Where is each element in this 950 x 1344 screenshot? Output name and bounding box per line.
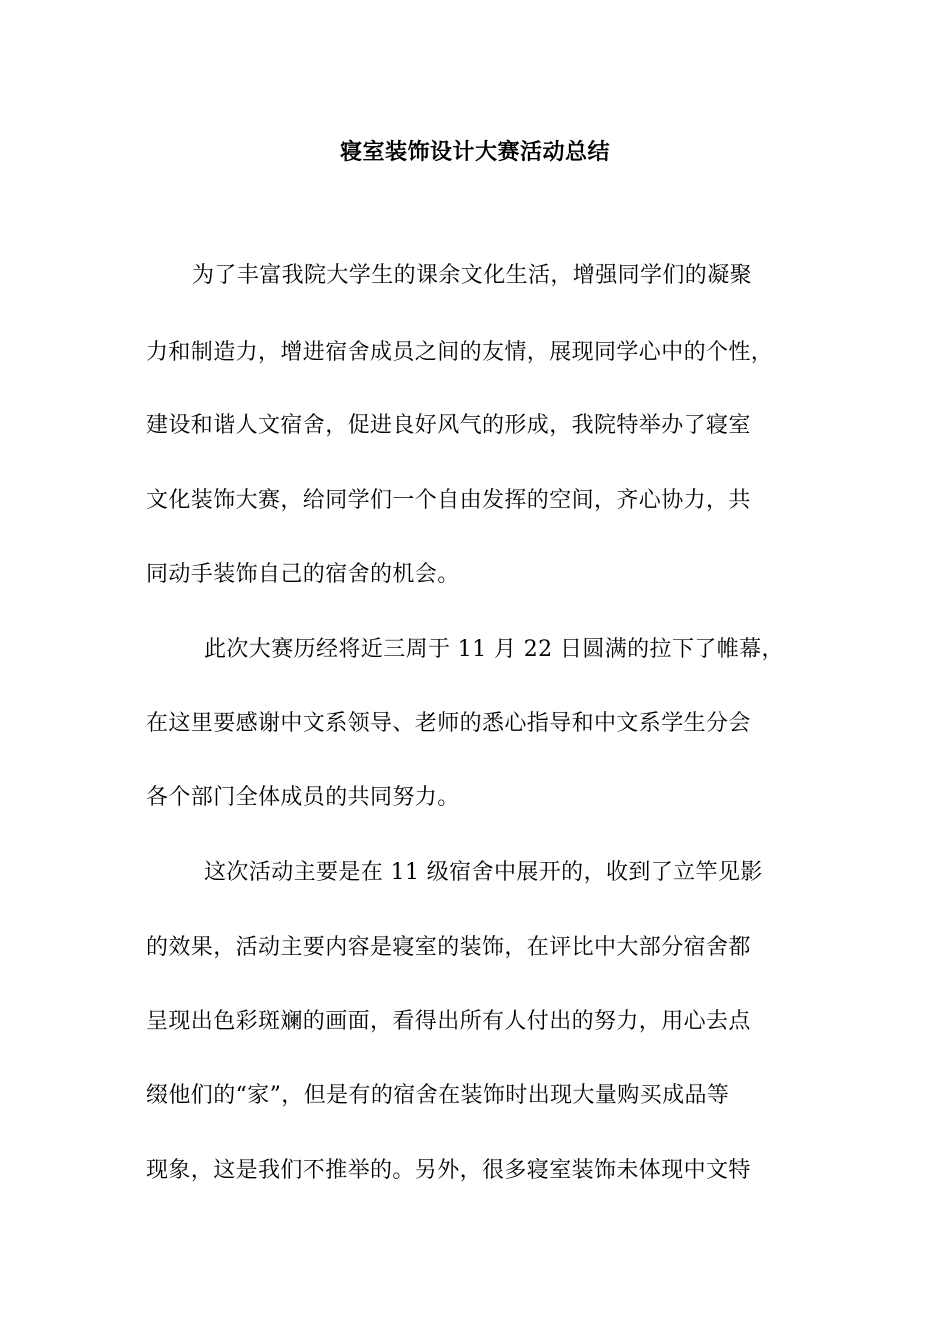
paragraph-1-line-1: 为了丰富我院大学生的课余文化生活，增强同学们的凝聚 — [192, 263, 753, 288]
paragraph-1-line-4: 文化装饰大赛，给同学们一个自由发挥的空间，齐心协力，共 — [146, 488, 751, 513]
paragraph-3-line-5: 现象，这是我们不推举的。另外，很多寝室装饰未体现中文特 — [146, 1158, 751, 1183]
paragraph-2-line-1: 此次大赛历经将近三周于 11 月 22 日圆满的拉下了帷幕， — [204, 637, 784, 662]
paragraph-2-line-2: 在这里要感谢中文系领导、老师的悉心指导和中文系学生分会 — [146, 711, 751, 736]
paragraph-1-line-5: 同动手装饰自己的宿舍的机会。 — [146, 562, 460, 587]
paragraph-1-line-2: 力和制造力，增进宿舍成员之间的友情，展现同学心中的个性， — [146, 340, 774, 365]
paragraph-3-line-4: 缀他们的“家”，但是有的宿舍在装饰时出现大量购买成品等 — [146, 1083, 730, 1108]
paragraph-3-line-3: 呈现出色彩斑斓的画面，看得出所有人付出的努力，用心去点 — [146, 1009, 751, 1034]
paragraph-2-line-3: 各个部门全体成员的共同努力。 — [146, 785, 460, 810]
document-title: 寝室装饰设计大赛活动总结 — [339, 139, 610, 165]
paragraph-3-line-2: 的效果，活动主要内容是寝室的装饰，在评比中大部分宿舍都 — [146, 935, 751, 960]
paragraph-1-line-3: 建设和谐人文宿舍，促进良好风气的形成，我院特举办了寝室 — [146, 413, 751, 438]
paragraph-3-line-1: 这次活动主要是在 11 级宿舍中展开的，收到了立竿见影 — [204, 860, 763, 885]
